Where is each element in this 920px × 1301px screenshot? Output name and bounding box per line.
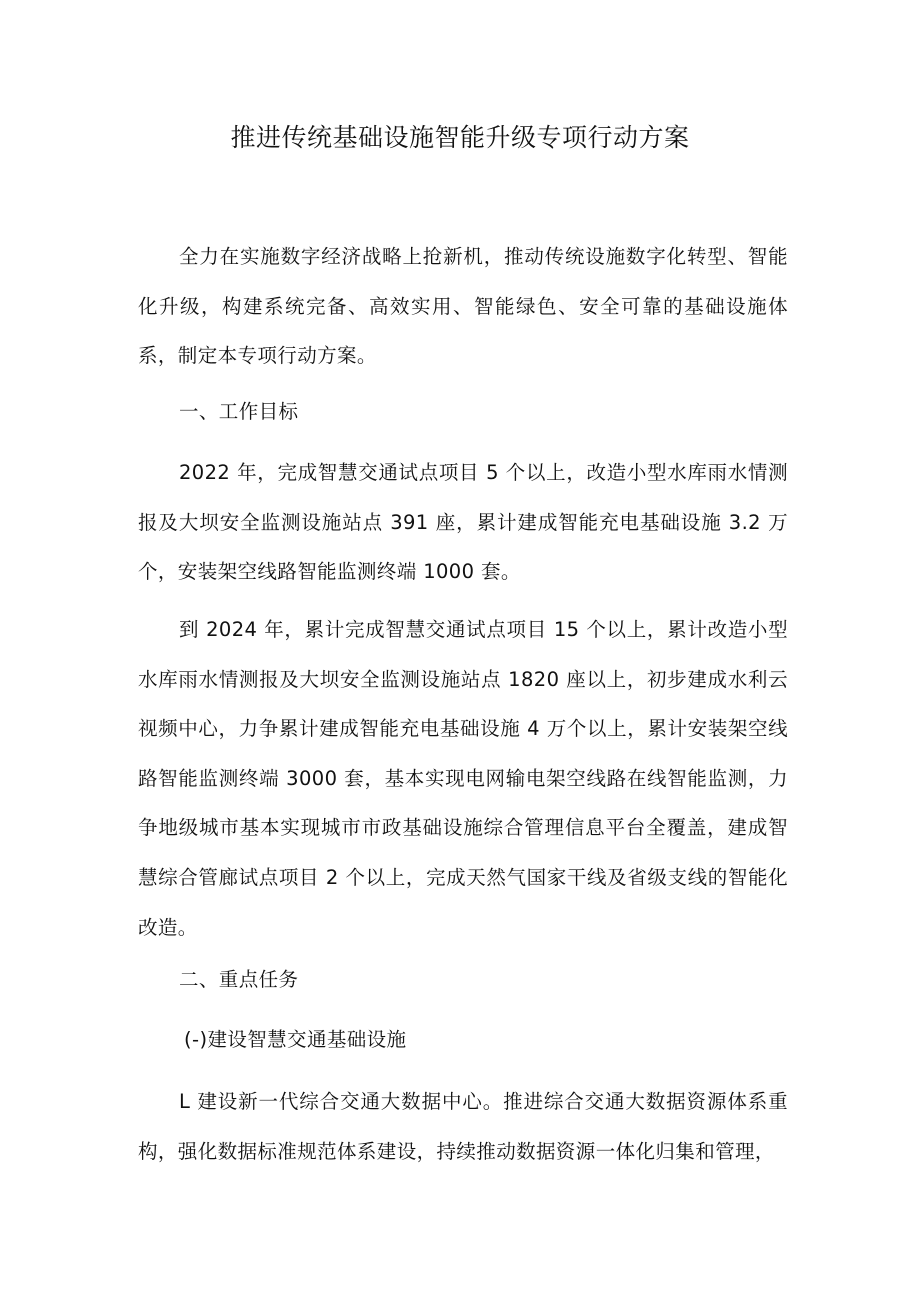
goal-2022-paragraph: 2022 年，完成智慧交通试点项目 5 个以上，改造小型水库雨水情测报及大坝安全监测设施站点 391 座，累计建成智能充电基础设施 3.2 万个，安装架空线路智能监测终端 1000 套。 bbox=[138, 461, 788, 584]
document-title: 推进传统基础设施智能升级专项行动方案 bbox=[230, 123, 690, 152]
task1-paragraph: L 建设新一代综合交通大数据中心。推进综合交通大数据资源体系重构，强化数据标准规范体系建设，持续推动数据资源一体化归集和管理， bbox=[138, 1090, 788, 1163]
intro-paragraph: 全力在实施数字经济战略上抢新机，推动传统设施数字化转型、智能化升级，构建系统完备、高效实用、智能绿色、安全可靠的基础设施体系，制定本专项行动方案。 bbox=[138, 245, 788, 368]
goal-2024-paragraph: 到 2024 年，累计完成智慧交通试点项目 15 个以上，累计改造小型水库雨水情测报及大坝安全监测设施站点 1820 座以上，初步建成水利云视频中心，力争累计建成智能充电基础设施 4 万个以上，累计安装架空线路智能监测终端 3000 套，基本实现电网输电架空线路在线智能监测，力争地级城市基本实现城市市政基础设施综合管理信息平台全覆盖，建成智慧综合管廊试点项目 2 个以上，完成天然气国家干线及省级支线的智能化改造。 bbox=[138, 618, 788, 939]
subsection-heading-smart-transport: (-)建设智慧交通基础设施 bbox=[184, 1028, 407, 1051]
section-heading-goals: 一、工作目标 bbox=[179, 400, 299, 423]
section-heading-tasks: 二、重点任务 bbox=[179, 968, 299, 991]
